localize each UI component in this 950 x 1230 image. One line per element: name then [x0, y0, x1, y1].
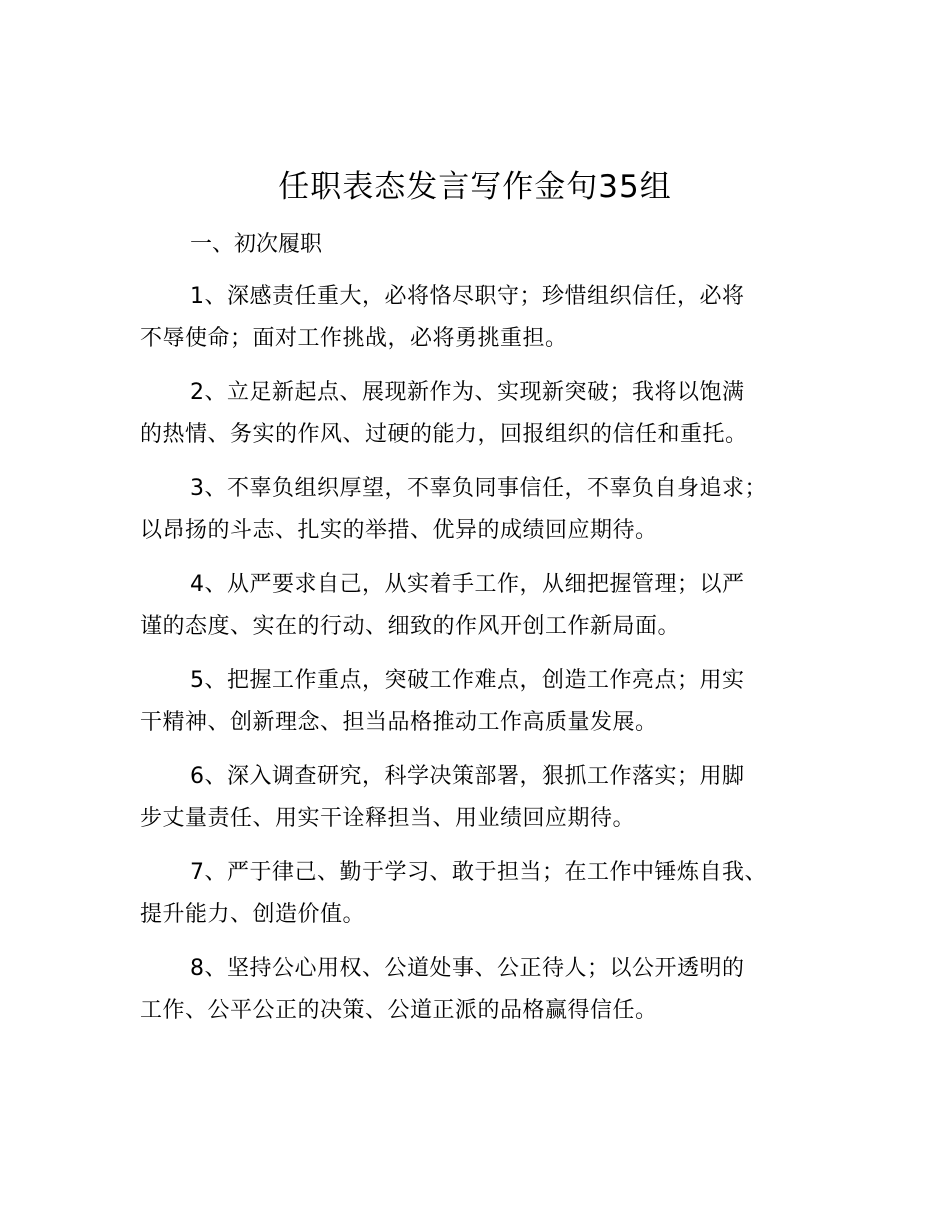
item-line: 3、不辜负组织厚望，不辜负同事信任，不辜负自身追求； [190, 476, 767, 501]
list-item [140, 852, 840, 936]
list-item [140, 660, 840, 744]
item-line: 的热情、务实的作风、过硬的能力，回报组织的信任和重托。 [140, 422, 748, 447]
item-line: 工作、公平公正的决策、公道正派的品格赢得信任。 [140, 998, 658, 1023]
document-title: 任职表态发言写作金句35组 [278, 169, 672, 205]
item-line: 不辱使命；面对工作挑战，必将勇挑重担。 [140, 326, 568, 351]
item-line: 4、从严要求自己，从实着手工作，从细把握管理；以严 [190, 572, 745, 597]
item-line: 7、严于律己、勤于学习、敢于担当；在工作中锤炼自我、 [190, 860, 767, 885]
item-line: 2、立足新起点、展现新作为、实现新突破；我将以饱满 [190, 380, 745, 405]
item-line: 干精神、创新理念、担当品格推动工作高质量发展。 [140, 710, 658, 735]
item-line: 谨的态度、实在的行动、细致的作风开创工作新局面。 [140, 614, 681, 639]
item-line: 提升能力、创造价值。 [140, 902, 366, 927]
item-line: 6、深入调查研究，科学决策部署，狠抓工作落实；用脚 [190, 764, 745, 789]
section-heading: 一、初次履职 [190, 232, 323, 257]
item-line: 1、深感责任重大，必将恪尽职守；珍惜组织信任，必将 [190, 284, 745, 309]
item-line: 8、坚持公心用权、公道处事、公正待人；以公开透明的 [190, 956, 745, 981]
list-item [140, 468, 840, 552]
list-item [140, 276, 840, 360]
item-line: 5、把握工作重点，突破工作难点，创造工作亮点；用实 [190, 668, 745, 693]
list-item [140, 372, 840, 456]
list-item [140, 756, 840, 840]
item-line: 以昂扬的斗志、扎实的举措、优异的成绩回应期待。 [140, 518, 658, 543]
list-item [140, 948, 840, 1032]
list-item [140, 564, 840, 648]
item-line: 步丈量责任、用实干诠释担当、用业绩回应期待。 [140, 806, 636, 831]
